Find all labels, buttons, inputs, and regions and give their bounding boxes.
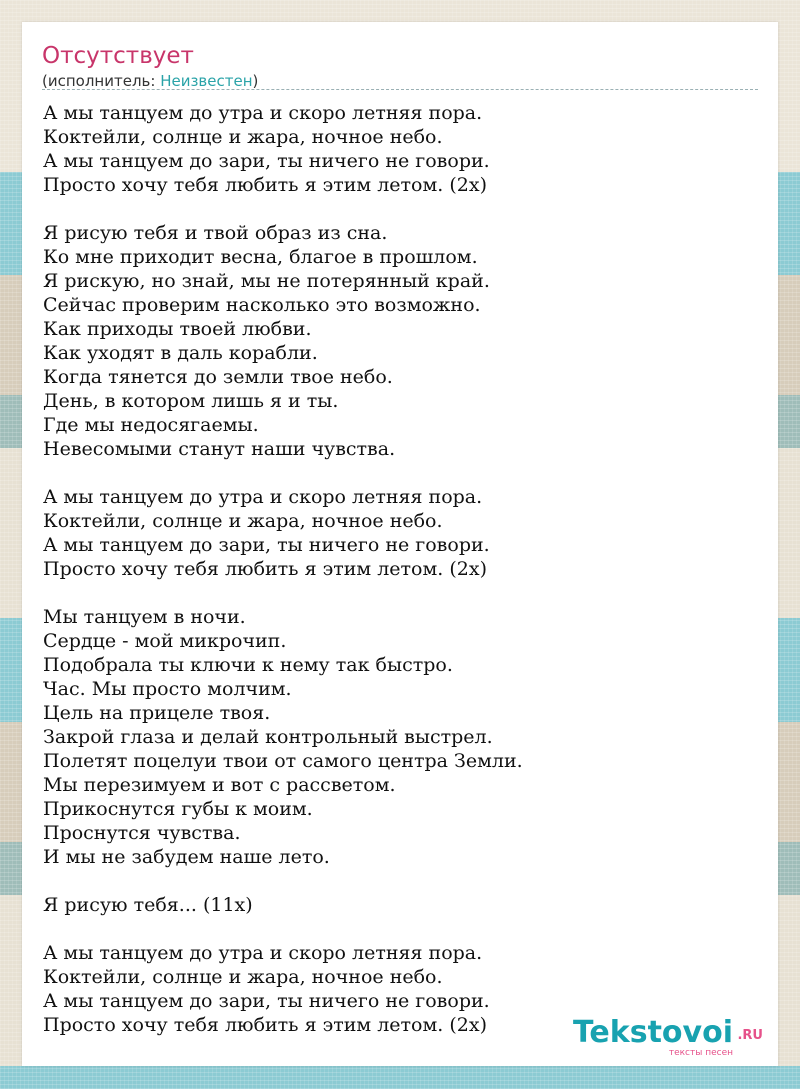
lyric-line: Коктейли, солнце и жара, ночное небо.: [43, 126, 443, 148]
lyric-line: Подобрала ты ключи к нему так быстро.: [43, 654, 453, 676]
lyric-line: Когда тянется до земли твое небо.: [43, 366, 393, 388]
lyric-line: Сердце - мой микрочип.: [43, 630, 287, 652]
site-logo[interactable]: [569, 1015, 769, 1059]
artist-prefix: (исполнитель:: [42, 72, 161, 90]
logo-tagline: тексты песен: [668, 1048, 733, 1058]
artist-suffix: ): [252, 72, 259, 90]
lyric-line: Полетят поцелуи твои от самого центра Земли.: [43, 750, 523, 772]
lyric-line: Как уходят в даль корабли.: [43, 342, 318, 364]
lyric-line: А мы танцуем до зари, ты ничего не говори.: [43, 150, 490, 172]
song-title: Отсутствует: [42, 43, 194, 69]
lyric-line: Просто хочу тебя любить я этим летом. (2x): [43, 558, 487, 580]
artist-link[interactable]: Неизвестен: [160, 72, 253, 90]
lyric-line: Закрой глаза и делай контрольный выстрел.: [43, 726, 493, 748]
stanza-break: [43, 869, 523, 893]
lyric-line: Я рисую тебя и твой образ из сна.: [43, 222, 388, 244]
stanza-break: [43, 581, 523, 605]
lyric-line: А мы танцуем до утра и скоро летняя пора.: [43, 486, 483, 508]
lyric-line: Коктейли, солнце и жара, ночное небо.: [43, 510, 443, 532]
stanza-break: [43, 917, 523, 941]
logo-tld: .RU: [737, 1028, 763, 1043]
lyric-line: День, в котором лишь я и ты.: [43, 390, 339, 412]
lyric-line: Как приходы твоей любви.: [43, 318, 312, 340]
lyric-line: Я рискую, но знай, мы не потерянный край.: [43, 270, 490, 292]
lyric-line: А мы танцуем до зари, ты ничего не говори.: [43, 990, 490, 1012]
lyric-line: Ко мне приходит весна, благое в прошлом.: [43, 246, 478, 268]
lyric-line: А мы танцуем до зари, ты ничего не говори.: [43, 534, 490, 556]
lyric-line: А мы танцуем до утра и скоро летняя пора.: [43, 942, 483, 964]
lyric-line: Сейчас проверим насколько это возможно.: [43, 294, 481, 316]
artist-line: [42, 71, 258, 91]
title-divider: [42, 89, 758, 90]
lyric-line: Коктейли, солнце и жара, ночное небо.: [43, 966, 443, 988]
lyric-line: Мы танцуем в ночи.: [43, 606, 246, 628]
lyric-line: Прикоснутся губы к моим.: [43, 798, 313, 820]
stanza-break: [43, 197, 523, 221]
lyric-line: Мы перезимуем и вот с рассветом.: [43, 774, 396, 796]
lyric-line: И мы не забудем наше лето.: [43, 846, 330, 868]
lyric-line: Просто хочу тебя любить я этим летом. (2x): [43, 1014, 487, 1036]
lyrics-card: [22, 22, 778, 1066]
lyric-line: Цель на прицеле твоя.: [43, 702, 271, 724]
lyric-line: Невесомыми станут наши чувства.: [43, 438, 396, 460]
stanza-break: [43, 461, 523, 485]
lyric-line: А мы танцуем до утра и скоро летняя пора.: [43, 102, 483, 124]
lyric-line: Час. Мы просто молчим.: [43, 678, 292, 700]
lyric-line: Где мы недосягаемы.: [43, 414, 259, 436]
logo-wordmark: Tekstovoi: [572, 1015, 733, 1050]
lyric-line: Просто хочу тебя любить я этим летом. (2x): [43, 174, 487, 196]
lyric-line: Проснутся чувства.: [43, 822, 241, 844]
lyrics-text: [43, 101, 523, 1037]
lyric-line: Я рисую тебя... (11x): [43, 894, 253, 916]
